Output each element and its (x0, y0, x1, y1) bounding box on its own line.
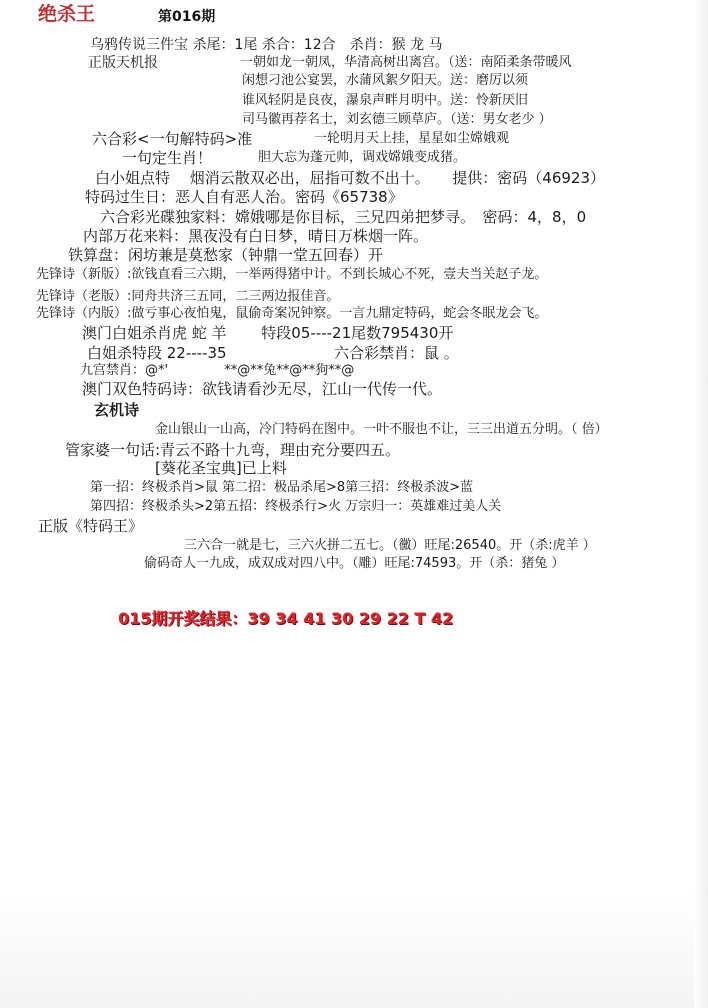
line-kuihua-title: [葵花圣宝典]已上料 (155, 459, 287, 477)
line-xuanji-title: 玄机诗 (94, 401, 140, 419)
line-kuihua-1: 第一招：终极杀肖>鼠 第二招：极品杀尾>8第三招：终极杀波>蓝 (90, 480, 474, 495)
line-aomen-baijie: 澳门白姐杀肖虎 蛇 羊 特段05----21尾数795430开 (82, 324, 454, 342)
line-shuangse: 澳门双色特码诗：欲钱请看沙无尽，江山一代传一代。 (82, 380, 443, 398)
line-tianjibao-text: 一朝如龙一朝凤，华清高树出离宫。（送：南陌柔条带暖风 (240, 55, 572, 70)
draw-result: 015期开奖结果：39 34 41 30 29 22 T 42 (118, 609, 454, 628)
line-tianjibao-label: 正版天机报 (88, 55, 158, 71)
line-xianfeng-old: 先锋诗（老版）:同舟共济三五同，二三两边报佳音。 (36, 289, 340, 304)
line-xianfeng-new: 先锋诗（新版）:欲钱直看三六期，一举两得猪中计。不到长城心不死，壹夫当关赵子龙。 (36, 267, 548, 282)
line-tianjibao-4: 司马徽再荐名士，刘玄德三顾草庐。（送：男女老少 ） (242, 112, 552, 127)
line-shengri: 特码过生日：恶人自有恶人治。密码《65738》 (85, 188, 403, 206)
line-temawang-title: 正版《特码王》 (38, 517, 144, 535)
line-jiugong: 九宫禁肖：@*' **@**兔**@**狗**@ (80, 363, 355, 378)
line-tianjibao-3: 谁风轻阴是良夜，瀑泉声畔月明中。送：怜新厌旧 (242, 93, 529, 108)
line-temawang-2: 偷码奇人一九成，成双成对四八中。（雕）旺尾:74593。开（杀：猪兔 ） (144, 556, 565, 571)
line-jinxiao: 六合彩禁肖：鼠 。 (334, 344, 459, 362)
line-xuanji-poem: 金山银山一山高，冷门特码在图中。一叶不服也不让，三三出道五分明。（ 倍） (155, 422, 608, 437)
page-title: 绝杀王 (38, 3, 96, 25)
line-temawang-1: 三六合一就是七，三六火拼二五七。（黴）旺尾:26540。开（杀:虎羊 ） (184, 538, 596, 553)
line-wanhua: 内部万花来料：黑夜没有白日梦，晴日万株烟一阵。 (83, 227, 429, 245)
line-yijujie-text: 一轮明月天上挂，星星如尘嫦娥观 (314, 131, 510, 146)
page-bottom-shade (0, 890, 708, 1008)
line-guanjiapo: 管家婆一句话:青云不路十九弯，理由充分要四五。 (65, 441, 401, 459)
line-wuya: 乌鸦传说三件宝 杀尾：1尾 杀合：12合 杀肖：猴 龙 马 (90, 37, 443, 53)
line-tianjibao-2: 闲想刁池公宴罢，水蒲风絮夕阳天。送：磨厉以须 (242, 73, 529, 88)
issue-number: 第016期 (158, 9, 216, 25)
line-shengxiao-text: 胆大忘为蓬元帅，调戏嫦娥变成猪。 (258, 150, 467, 165)
line-baixiaojie: 白小姐点特 烟消云散双必出，屈指可数不出十。 提供：密码（46923） (95, 169, 605, 187)
line-shengxiao-label: 一句定生肖！ (122, 149, 213, 167)
line-xianfeng-inner: 先锋诗（内版）:做亏事心夜怕鬼，鼠偷奇案况钟察。一言九鼎定特码，蛇会冬眠龙会飞。 (36, 306, 548, 321)
page-right-shade (694, 0, 708, 1008)
line-guangdie: 六合彩光碟独家料：嫦娥哪是你目标，三兄四弟把梦寻。 密码：4，8，0 (100, 208, 587, 226)
line-kuihua-2: 第四招：终极杀头>2第五招：终极杀行>火 万宗归一：英雄难过美人关 (90, 499, 502, 514)
line-tiesuanpan: 铁算盘：闲坊兼是莫愁家（钟鼎一堂五回春）开 (68, 246, 384, 264)
line-yijujie-label: 六合彩<一句解特码>准 (92, 130, 253, 148)
line-baijie-teduan: 白姐杀特段 22----35 (87, 344, 227, 362)
